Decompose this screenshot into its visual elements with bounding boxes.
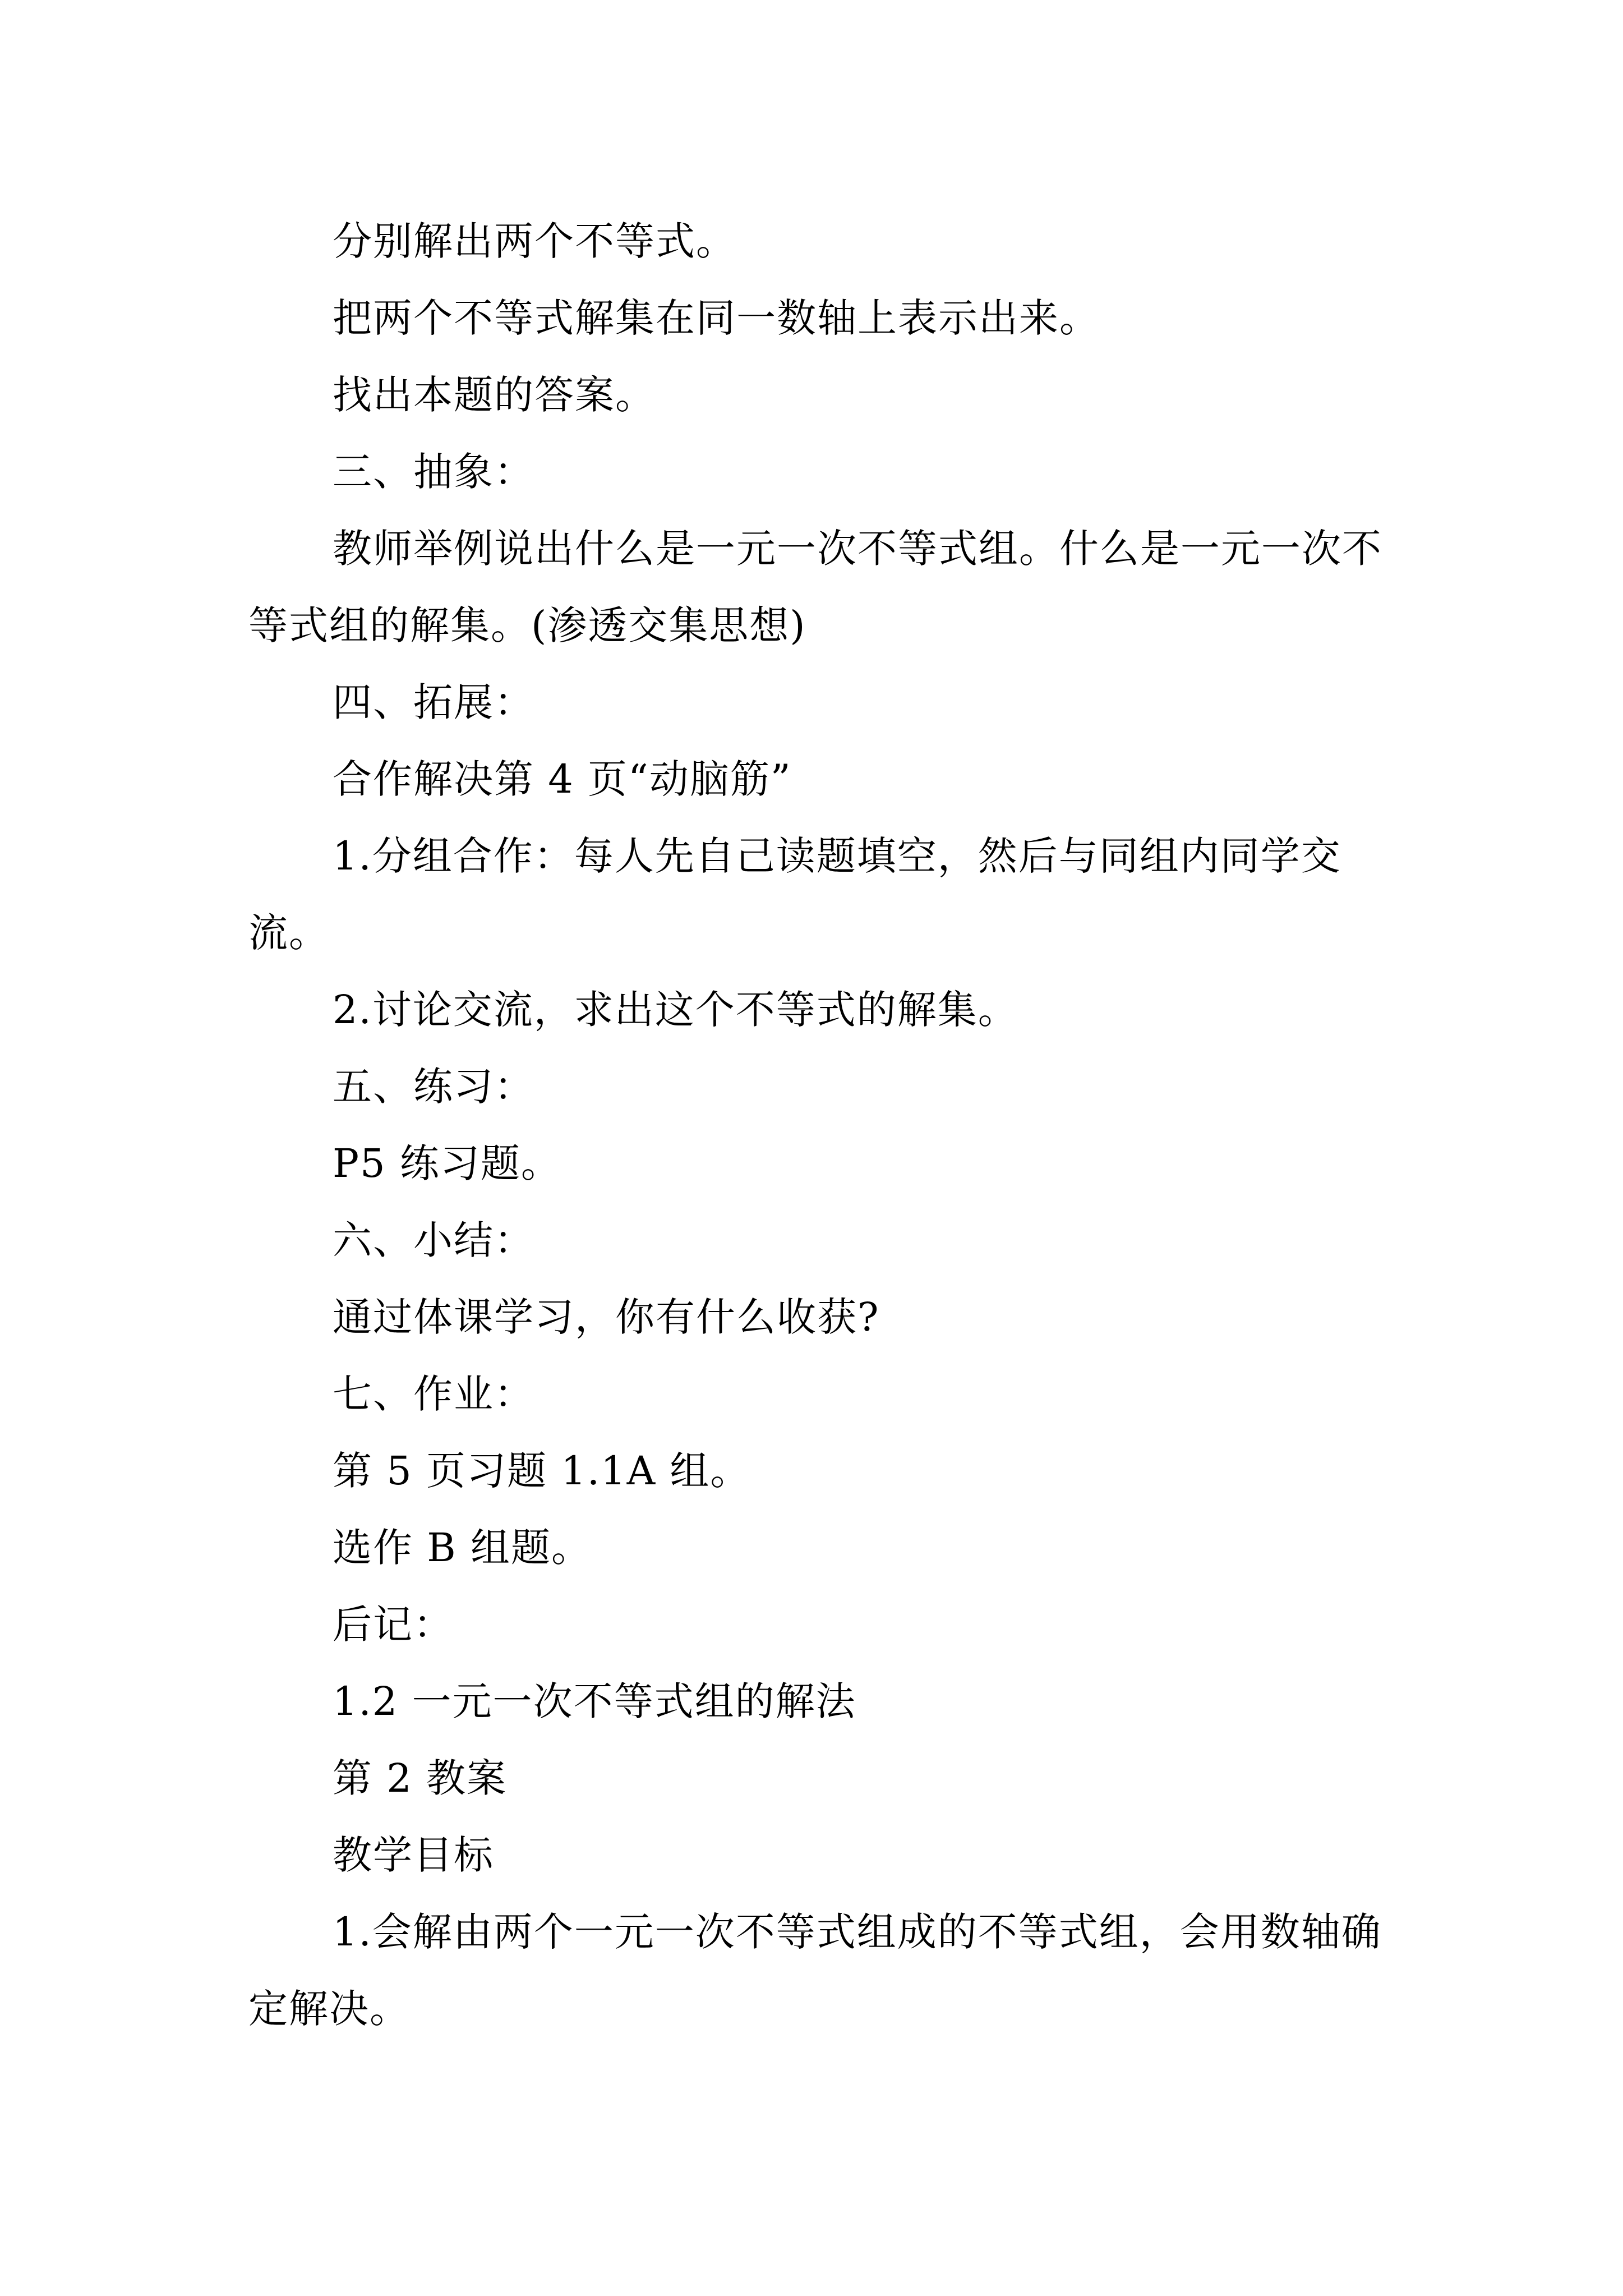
lesson-plan-number: 第 2 教案	[333, 1755, 508, 1801]
section-heading-summary: 六、小结：	[333, 1217, 534, 1263]
section-heading-abstraction: 三、抽象：	[333, 449, 534, 495]
section-heading-practice: 五、练习：	[333, 1064, 534, 1110]
paragraph-homework-b: 选作 B 组题。	[333, 1525, 592, 1571]
paragraph-definition: 教师举例说出什么是一元一次不等式组。什么是一元一次不等式组的解集。(渗透交集思想)	[248, 526, 1382, 648]
paragraph-group-work: 1.分组合作：每人先自己读题填空，然后与同组内同学交流。	[248, 833, 1341, 956]
paragraph-cooperative: 合作解决第 4 页“动脑筋”	[333, 756, 792, 802]
section-heading-homework: 七、作业：	[333, 1371, 534, 1417]
paragraph-number-line: 把两个不等式解集在同一数轴上表示出来。	[333, 295, 1100, 341]
lesson-title: 1.2 一元一次不等式组的解法	[333, 1678, 856, 1724]
paragraph-exercises: P5 练习题。	[333, 1140, 561, 1186]
paragraph-discussion: 2.讨论交流，求出这个不等式的解集。	[333, 987, 1018, 1033]
document-body	[248, 203, 1387, 2047]
section-heading-extension: 四、拓展：	[333, 679, 534, 725]
section-heading-postscript: 后记：	[333, 1602, 454, 1648]
paragraph-solve-each: 分别解出两个不等式。	[333, 218, 736, 264]
paragraph-find-answer: 找出本题的答案。	[333, 372, 656, 418]
paragraph-objective-1: 1.会解由两个一元一次不等式组成的不等式组，会用数轴确定解决。	[248, 1909, 1382, 2032]
paragraph-reflection: 通过体课学习，你有什么收获?	[333, 1294, 880, 1340]
paragraph-homework-a: 第 5 页习题 1.1A 组。	[333, 1448, 751, 1494]
section-heading-objectives: 教学目标	[333, 1832, 494, 1878]
